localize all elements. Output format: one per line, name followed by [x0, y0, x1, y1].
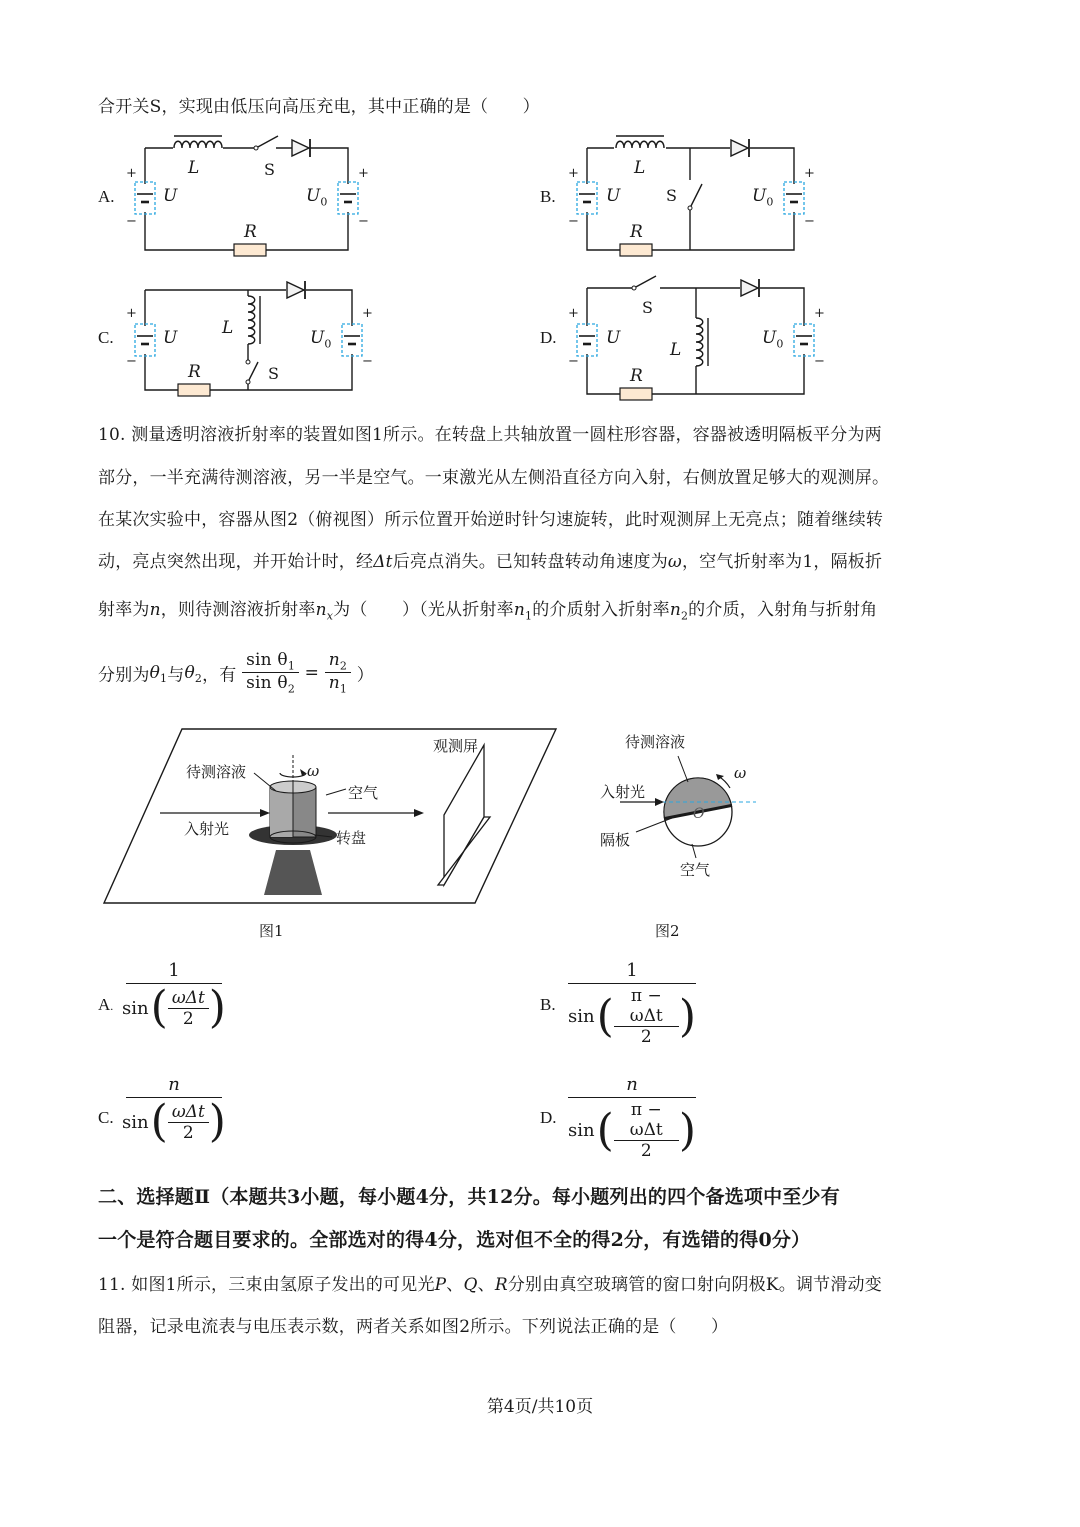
option-b-formula: 1 sin ( $\frac{\text{π − ωΔt}}{2}$ ) — [568, 960, 696, 1047]
fig1-incident-label: 入射光 — [184, 820, 230, 838]
source-u-label: U — [606, 186, 621, 206]
plus-sign: + — [358, 166, 369, 181]
figure-1-apparatus — [100, 725, 560, 907]
option-d-formula: n sin ( $\frac{\text{π − ωΔt}}{2}$ ) — [568, 1074, 696, 1161]
plus-sign: + — [568, 306, 579, 321]
fig1-screen-label: 观测屏 — [433, 737, 479, 755]
option-c-formula: n sin ( $\frac{\text{ωΔt}}{2}$ ) — [122, 1074, 226, 1147]
question-10-line-2: 部分，一半充满待测溶液，另一半是空气。一束激光从左侧沿直径方向入射，右侧放置足够大的观测屏。 — [98, 468, 890, 488]
fig2-incident-label: 入射光 — [600, 783, 646, 801]
question-10-line-3: 在某次实验中，容器从图2（俯视图）所示位置开始逆时针匀速旋转，此时观测屏上无亮点；随着继续转 — [98, 510, 884, 530]
inductor-label: L — [634, 158, 646, 178]
fig1-turntable-label: 转盘 — [336, 829, 367, 847]
plus-sign: + — [814, 306, 825, 321]
source-u0-label: $U_0$ — [762, 328, 784, 351]
inductor-label: L — [222, 318, 234, 338]
question-10-line-1: 10. 测量透明溶液折射率的装置如图1所示。在转盘上共轴放置一圆柱形容器，容器被透明隔板平分为两 — [98, 425, 882, 445]
fig1-air-label: 空气 — [348, 784, 379, 802]
circuit-c-label: C. — [98, 328, 114, 347]
fig2-air-label: 空气 — [680, 861, 711, 879]
source-u-label: U — [606, 328, 621, 348]
option-b-label[interactable]: B. — [540, 995, 556, 1014]
question-10-line-4: 动，亮点突然出现，并开始计时，经Δt后亮点消失。已知转盘转动角速度为ω，空气折射率为1，隔板折 — [98, 552, 883, 572]
question-11-line-1: 11. 如图1所示，三束由氢原子发出的可见光P、Q、R分别由真空玻璃管的窗口射向阴极K。调节滑动变 — [98, 1275, 882, 1295]
page-number: 第4页/共10页 — [486, 1397, 594, 1417]
fig2-partition-label: 隔板 — [600, 831, 631, 849]
minus-sign: − — [126, 214, 137, 229]
fig2-solution-label: 待测溶液 — [625, 733, 686, 751]
plus-sign: + — [568, 166, 579, 181]
snell-formula-left: $\frac{\sin \theta_1}{\sin \theta_2}$ — [242, 650, 299, 696]
minus-sign: − — [362, 354, 373, 369]
minus-sign: − — [568, 354, 579, 369]
minus-sign: − — [358, 214, 369, 229]
circuit-b-label: B. — [540, 187, 556, 206]
fig1-omega-label: ω — [307, 762, 320, 780]
question-10-line-5: 射率为n，则待测溶液折射率$n_x$为（ ）（光从折射率$n_1$的介质射入折射率$n_2$的介质，入射角与折射角 — [98, 600, 878, 623]
switch-label: S — [268, 364, 279, 383]
snell-formula-right: $\frac{n_2}{n_1}$ — [325, 650, 351, 696]
resistor-label: R — [244, 222, 257, 242]
minus-sign: − — [804, 214, 815, 229]
option-a-label[interactable]: A. — [98, 995, 114, 1014]
section-2-heading-line-2: 一个是符合题目要求的。全部选对的得4分，选对但不全的得2分，有选错的得0分） — [98, 1229, 811, 1251]
question-11-line-2: 阻器，记录电流表与电压表示数，两者关系如图2所示。下列说法正确的是（ ） — [98, 1317, 729, 1337]
source-u0-label: $U_0$ — [310, 328, 332, 351]
fig2-omega-label: ω — [734, 764, 747, 782]
source-u-label: U — [163, 186, 178, 206]
switch-label: S — [666, 186, 677, 205]
question-9-tail: 合开关S，实现由低压向高压充电，其中正确的是（ ） — [98, 97, 540, 117]
inductor-label: L — [670, 340, 682, 360]
section-2-heading-line-1: 二、选择题Ⅱ（本题共3小题，每小题4分，共12分。每小题列出的四个备选项中至少有 — [98, 1186, 840, 1208]
resistor-label: R — [630, 222, 643, 242]
circuit-a-label: A. — [98, 187, 115, 206]
circuit-d-label: D. — [540, 328, 557, 347]
plus-sign: + — [126, 306, 137, 321]
fig1-solution-label: 待测溶液 — [186, 763, 247, 781]
switch-label: S — [642, 298, 653, 317]
resistor-label: R — [630, 366, 643, 386]
option-a-formula: 1 sin ( $\frac{\text{ωΔt}}{2}$ ) — [122, 960, 226, 1033]
minus-sign: − — [814, 354, 825, 369]
source-u0-label: $U_0$ — [306, 186, 328, 209]
inductor-label: L — [188, 158, 200, 178]
resistor-label: R — [188, 362, 201, 382]
figure-1-caption: 图1 — [259, 922, 284, 940]
minus-sign: − — [126, 354, 137, 369]
option-d-label[interactable]: D. — [540, 1108, 557, 1127]
plus-sign: + — [362, 306, 373, 321]
plus-sign: + — [804, 166, 815, 181]
source-u-label: U — [163, 328, 178, 348]
question-10-line-6: 分别为$\theta_1$与$\theta_2$，有 $\frac{\sin \theta_1}{\sin \theta_2}$ = $\frac{n_2}{n_1}$ ） — [98, 650, 374, 696]
switch-label: S — [264, 160, 275, 179]
fig2-center-label: O — [693, 806, 705, 822]
option-c-label[interactable]: C. — [98, 1108, 114, 1127]
plus-sign: + — [126, 166, 137, 181]
figure-2-caption: 图2 — [655, 922, 680, 940]
minus-sign: − — [568, 214, 579, 229]
source-u0-label: $U_0$ — [752, 186, 774, 209]
